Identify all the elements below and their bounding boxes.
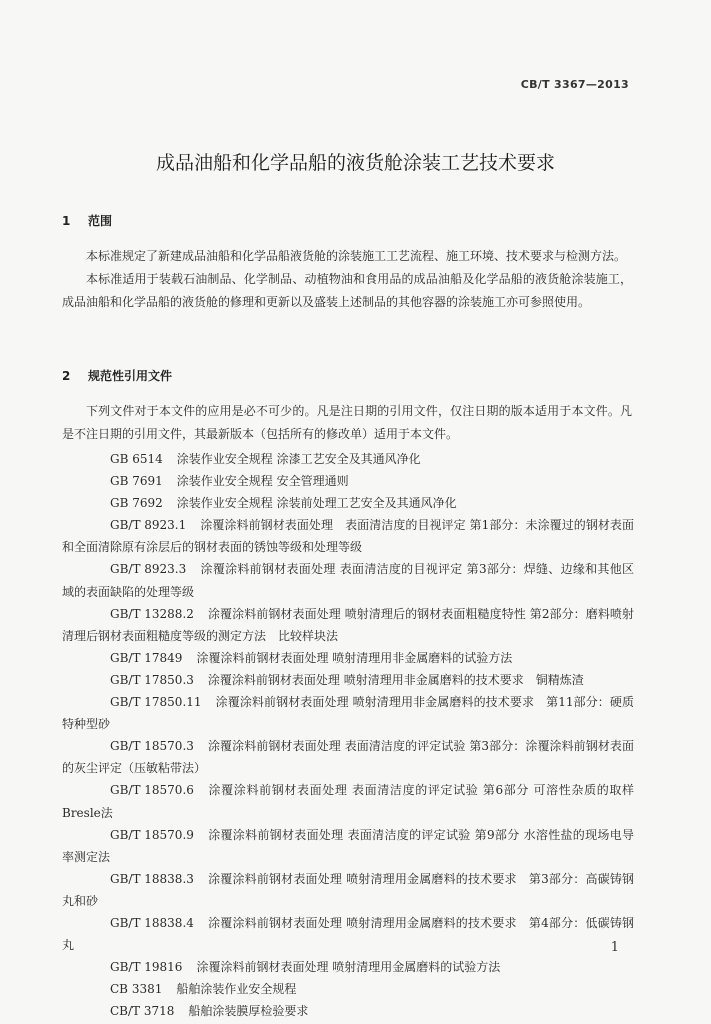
reference-title: 船舶涂装作业安全规程 xyxy=(176,982,297,997)
reference-item xyxy=(62,735,634,779)
reference-item xyxy=(62,824,634,868)
reference-code: GB/T 17849 xyxy=(110,650,183,665)
section-number: 2 xyxy=(62,369,71,383)
reference-title: 涂覆涂料前钢材表面处理 表面清洁度的目视评定 第1部分：未涂覆过的钢材表面和全面清除原有涂层后的钢材表面的锈蚀等级和处理等级 xyxy=(62,518,634,555)
reference-item xyxy=(62,492,634,514)
document-title: 成品油船和化学品船的液货舱涂装工艺技术要求 xyxy=(155,152,555,174)
reference-title: 涂装作业安全规程 涂装前处理工艺安全及其通风净化 xyxy=(176,496,457,511)
reference-title: 涂覆涂料前钢材表面处理 喷射清理后的钢材表面粗糙度特性 第2部分：磨料喷射清理后钢材表面粗糙度等级的测定方法 比较样块法 xyxy=(62,606,634,643)
reference-item xyxy=(62,647,634,669)
standard-code: CB/T 3367—2013 xyxy=(520,78,629,91)
reference-code: CB 3381 xyxy=(110,982,163,997)
reference-title: 涂覆涂料前钢材表面处理 喷射清理用非金属磨料的试验方法 xyxy=(196,650,513,665)
reference-title: 涂装作业安全规程 安全管理通则 xyxy=(176,474,349,489)
reference-title: 涂覆涂料前钢材表面处理 表面清洁度的评定试验 第6部分 可溶性杂质的取样Bresle法 xyxy=(62,783,634,820)
reference-title: 涂覆涂料前钢材表面处理 表面清洁度的评定试验 第9部分 水溶性盐的现场电导率测定法 xyxy=(62,827,634,864)
section-title: 规范性引用文件 xyxy=(88,369,173,383)
reference-code: GB/T 17850.3 xyxy=(110,672,194,687)
reference-title: 涂覆涂料前钢材表面处理 喷射清理用非金属磨料的技术要求 第11部分：硬质特种型砂 xyxy=(62,695,634,732)
reference-code: GB/T 13288.2 xyxy=(110,606,194,621)
reference-item xyxy=(62,558,634,602)
reference-code: GB 6514 xyxy=(110,452,163,466)
reference-title: 涂覆涂料前钢材表面处理 表面清洁度的评定试验 第3部分：涂覆涂料前钢材表面的灰尘评定（压敏粘带法） xyxy=(62,739,634,776)
scope-text xyxy=(62,245,632,314)
paragraph: 本标准规定了新建成品油船和化学品船液货舱的涂装施工工艺流程、施工环境、技术要求与检测方法。 xyxy=(86,249,627,263)
reference-title: 涂覆涂料前钢材表面处理 喷射清理用金属磨料的技术要求 第3部分：高碳铸钢丸和砂 xyxy=(62,871,634,908)
reference-item xyxy=(62,669,634,691)
reference-title: 涂覆涂料前钢材表面处理 喷射清理用金属磨料的试验方法 xyxy=(196,960,501,975)
reference-item xyxy=(62,603,634,647)
section-number: 1 xyxy=(62,214,71,228)
reference-list xyxy=(62,448,634,1022)
page-number: 1 xyxy=(610,940,619,955)
references-intro xyxy=(62,400,632,446)
reference-code: GB/T 17850.11 xyxy=(110,695,202,710)
reference-item xyxy=(62,868,634,912)
reference-item xyxy=(62,470,634,492)
reference-item xyxy=(62,956,634,978)
paragraph: 本标准适用于装载石油制品、化学制品、动植物油和食用品的成品油船及化学品船的液货舱涂装施工，成品油船和化学品船的液货舱的修理和更新以及盛装上述制品的其他容器的涂装施工亦可参照使用。 xyxy=(62,272,632,309)
reference-code: GB/T 8923.3 xyxy=(110,562,187,577)
reference-item xyxy=(62,912,634,956)
reference-code: GB 7691 xyxy=(110,474,163,489)
reference-code: GB/T 18570.3 xyxy=(110,739,194,754)
reference-title: 涂覆涂料前钢材表面处理 表面清洁度的目视评定 第3部分：焊缝、边缘和其他区域的表面缺陷的处理等级 xyxy=(62,562,634,599)
reference-code: GB/T 19816 xyxy=(110,960,183,975)
reference-code: CB/T 3718 xyxy=(110,1004,175,1019)
reference-code: GB/T 18570.6 xyxy=(110,783,194,798)
reference-item xyxy=(62,978,634,1000)
reference-title: 涂覆涂料前钢材表面处理 喷射清理用非金属磨料的技术要求 铜精炼渣 xyxy=(207,672,584,687)
reference-title: 涂覆涂料前钢材表面处理 喷射清理用金属磨料的技术要求 第4部分：低碳铸钢丸 xyxy=(62,915,634,953)
reference-code: GB/T 8923.1 xyxy=(110,518,187,533)
reference-code: GB/T 18838.3 xyxy=(110,871,194,886)
reference-item xyxy=(62,448,634,470)
reference-code: GB/T 18570.9 xyxy=(110,827,194,842)
reference-item xyxy=(62,691,634,735)
reference-item xyxy=(62,1000,634,1022)
reference-title: 涂装作业安全规程 涂漆工艺安全及其通风净化 xyxy=(176,452,421,466)
reference-code: GB/T 18838.4 xyxy=(110,915,194,930)
reference-code: GB 7692 xyxy=(110,496,163,511)
reference-item xyxy=(62,779,634,823)
reference-title: 船舶涂装膜厚检验要求 xyxy=(188,1004,309,1019)
reference-item xyxy=(62,514,634,558)
paragraph: 下列文件对于本文件的应用是必不可少的。凡是注日期的引用文件，仅注日期的版本适用于本文件。凡是不注日期的引用文件，其最新版本（包括所有的修改单）适用于本文件。 xyxy=(62,404,632,441)
section-title: 范围 xyxy=(88,214,113,228)
section-heading-scope xyxy=(62,212,112,229)
section-heading-normative-references xyxy=(62,367,172,384)
